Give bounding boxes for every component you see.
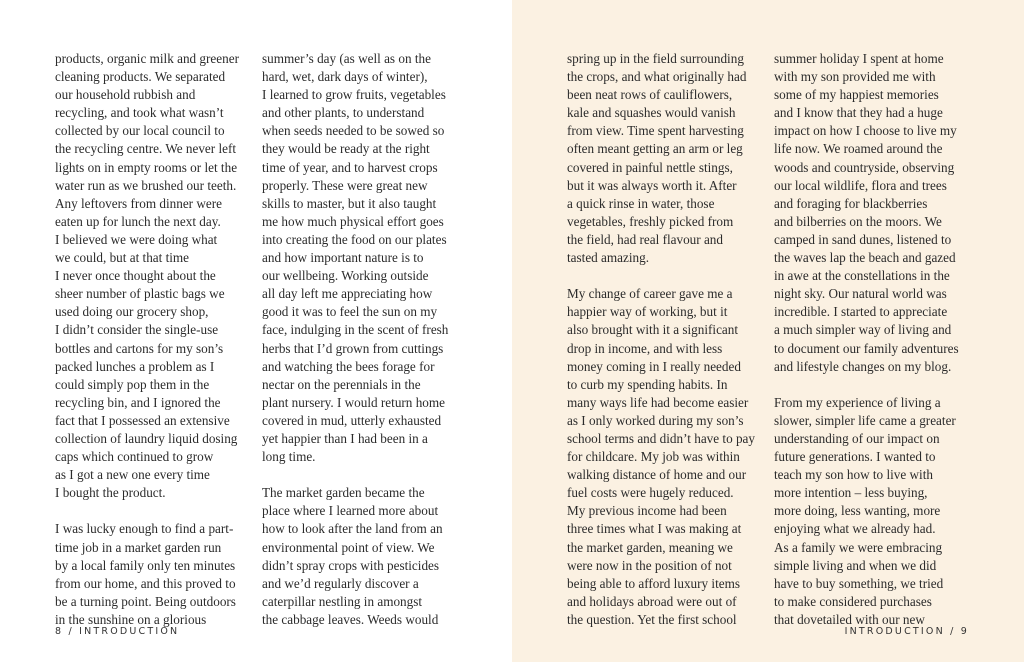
text-line: the waves lap the beach and gazed [774, 250, 956, 266]
text-line: our household rubbish and [55, 87, 196, 103]
text-line: many ways life had become easier [567, 394, 749, 410]
text-line: My previous income had been [567, 503, 727, 519]
text-line [262, 466, 448, 484]
text-line: long time. [262, 449, 316, 465]
text-line: drop in income, and with less [567, 340, 723, 356]
text-line: I learned to grow fruits, vegetables [262, 87, 446, 103]
text-line: but it was always worth it. After [567, 177, 737, 193]
text-line: the crops, and what originally had [567, 69, 747, 85]
text-line: and lifestyle changes on my blog. [774, 358, 952, 374]
text-line: The market garden became the [262, 485, 425, 501]
text-line: the question. Yet the first school [567, 611, 737, 627]
text-line: lights on in empty rooms or let the [55, 159, 238, 175]
text-line: hard, wet, dark days of winter), [262, 69, 428, 85]
text-line: kale and squashes would vanish [567, 105, 736, 121]
text-line: life now. We roamed around the [774, 141, 943, 157]
text-line: and foraging for blackberries [774, 195, 928, 211]
text-line: some of my happiest memories [774, 87, 939, 103]
text-line: teach my son how to live with [774, 467, 933, 483]
text-line: in awe at the constellations in the [774, 268, 950, 284]
text-line: face, indulging in the scent of fresh [262, 322, 449, 338]
text-line: to curb my spending habits. In [567, 376, 728, 392]
text-line: slower, simpler life came a greater [774, 412, 956, 428]
text-line: From my experience of living a [774, 394, 941, 410]
text-line: camped in sand dunes, listened to [774, 231, 952, 247]
text-line: covered in painful nettle stings, [567, 159, 733, 175]
text-line: our wellbeing. Working outside [262, 268, 429, 284]
text-line: understanding of our impact on [774, 430, 940, 446]
text-line: I was lucky enough to find a part- [55, 521, 234, 537]
text-column [774, 50, 959, 629]
text-line: tasted amazing. [567, 250, 650, 266]
text-line: collected by our local council to [55, 123, 225, 139]
text-line: the market garden, meaning we [567, 539, 733, 555]
text-line: water run as we brushed our teeth. [55, 177, 237, 193]
text-line: the field, had real flavour and [567, 231, 723, 247]
text-line: I bought the product. [55, 485, 166, 501]
text-line: eaten up for lunch the next day. [55, 213, 221, 229]
text-line: woods and countryside, observing [774, 159, 955, 175]
text-line: yet happier than I had been in a [262, 430, 428, 446]
text-line: be a turning point. Being outdoors [55, 593, 236, 609]
text-line: walking distance of home and our [567, 467, 747, 483]
text-line: Any leftovers from dinner were [55, 195, 222, 211]
text-line: and I know that they had a huge [774, 105, 943, 121]
text-line: that dovetailed with our new [774, 611, 925, 627]
text-line: I didn’t consider the single-use [55, 322, 219, 338]
text-line: and watching the bees forage for [262, 358, 435, 374]
text-line: summer holiday I spent at home [774, 51, 944, 66]
text-line: time job in a market garden run [55, 539, 222, 555]
text-line: were now in the position of not [567, 557, 732, 573]
text-line: me how much physical effort goes [262, 213, 444, 229]
text-line: sheer number of plastic bags we [55, 286, 225, 302]
text-line: the cabbage leaves. Weeds would [262, 611, 439, 627]
right-page [512, 0, 1024, 662]
text-line: a much simpler way of living and [774, 322, 952, 338]
text-line: money coming in I really needed [567, 358, 741, 374]
text-line: plant nursery. I would return home [262, 394, 445, 410]
text-line: cleaning products. We separated [55, 69, 226, 85]
text-line: caterpillar nestling in amongst [262, 593, 423, 609]
text-line: to document our family adventures [774, 340, 959, 356]
text-line: I never once thought about the [55, 268, 216, 284]
text-line: all day left me appreciating how [262, 286, 433, 302]
text-line: a quick rinse in water, those [567, 195, 715, 211]
text-line: used doing our grocery shop, [55, 304, 209, 320]
text-line: more intention – less buying, [774, 485, 928, 501]
text-line: incredible. I started to appreciate [774, 304, 948, 320]
text-column [567, 50, 755, 629]
text-line: from our home, and this proved to [55, 575, 236, 591]
text-line: often meant getting an arm or leg [567, 141, 743, 157]
text-line: school terms and didn’t have to pay [567, 430, 756, 446]
text-line: been neat rows of cauliflowers, [567, 87, 733, 103]
text-line: night sky. Our natural world was [774, 286, 947, 302]
text-line: As a family we were embracing [774, 539, 943, 555]
text-line: to make considered purchases [774, 593, 932, 609]
text-line: and how important nature is to [262, 250, 424, 266]
text-line: recycling, and took what wasn’t [55, 105, 224, 121]
text-line: didn’t spray crops with pesticides [262, 557, 440, 573]
text-line: the recycling centre. We never left [55, 141, 237, 157]
text-line: spring up in the field surrounding [567, 51, 744, 66]
text-line [567, 267, 755, 285]
text-line: happier way of working, but it [567, 304, 728, 320]
text-line: into creating the food on our plates [262, 231, 447, 247]
text-line: recycling bin, and I ignored the [55, 394, 221, 410]
text-line: being able to afford luxury items [567, 575, 740, 591]
text-line [55, 502, 239, 520]
text-line: for childcare. My job was within [567, 449, 740, 465]
text-line: fuel costs were hugely reduced. [567, 485, 734, 501]
text-line: bottles and cartons for my son’s [55, 340, 224, 356]
text-line: fact that I possessed an extensive [55, 412, 230, 428]
text-line: and holidays abroad were out of [567, 593, 737, 609]
text-line: summer’s day (as well as on the [262, 51, 431, 66]
text-line: packed lunches a problem as I [55, 358, 215, 374]
text-line: herbs that I’d grown from cuttings [262, 340, 444, 356]
text-line: and other plants, to understand [262, 105, 425, 121]
text-line: time of year, and to harvest crops [262, 159, 438, 175]
text-line: and bilberries on the moors. We [774, 213, 942, 229]
text-line: have to buy something, we tried [774, 575, 944, 591]
text-line: caps which continued to grow [55, 449, 214, 465]
text-line: more doing, less wanting, more [774, 503, 941, 519]
text-line: I believed we were doing what [55, 231, 218, 247]
text-column [262, 50, 448, 629]
text-line: enjoying what we already had. [774, 521, 936, 537]
text-line: when seeds needed to be sowed so [262, 123, 445, 139]
text-line: as I only worked during my son’s [567, 412, 744, 428]
text-line: they would be ready at the right [262, 141, 430, 157]
text-line: also brought with it a significant [567, 322, 739, 338]
text-line: and we’d regularly discover a [262, 575, 419, 591]
text-line: future generations. I wanted to [774, 449, 936, 465]
text-line: impact on how I choose to live my [774, 123, 957, 139]
text-line: place where I learned more about [262, 503, 439, 519]
text-line: collection of laundry liquid dosing [55, 430, 238, 446]
text-line: nectar on the perennials in the [262, 376, 421, 392]
text-line: from view. Time spent harvesting [567, 123, 744, 139]
text-line: with my son provided me with [774, 69, 936, 85]
text-line: in the sunshine on a glorious [55, 611, 207, 627]
text-line: could simply pop them in the [55, 376, 210, 392]
text-line: properly. These were great new [262, 177, 428, 193]
text-line: environmental point of view. We [262, 539, 435, 555]
text-column [55, 50, 239, 629]
page-folio: 8 / INTRODUCTION [55, 626, 180, 637]
text-line: My change of career gave me a [567, 286, 733, 302]
text-line: as I got a new one every time [55, 467, 210, 483]
text-line: vegetables, freshly picked from [567, 213, 734, 229]
text-line: by a local family only ten minutes [55, 557, 236, 573]
text-line: good it was to feel the sun on my [262, 304, 438, 320]
page-folio: INTRODUCTION / 9 [844, 626, 969, 637]
text-line [774, 376, 959, 394]
text-line: simple living and when we did [774, 557, 937, 573]
text-line: covered in mud, utterly exhausted [262, 412, 442, 428]
text-line: three times what I was making at [567, 521, 742, 537]
text-line: our local wildlife, flora and trees [774, 177, 947, 193]
text-line: skills to master, but it also taught [262, 195, 437, 211]
text-line: products, organic milk and greener [55, 51, 239, 66]
text-line: how to look after the land from an [262, 521, 443, 537]
text-line: we could, but at that time [55, 250, 190, 266]
